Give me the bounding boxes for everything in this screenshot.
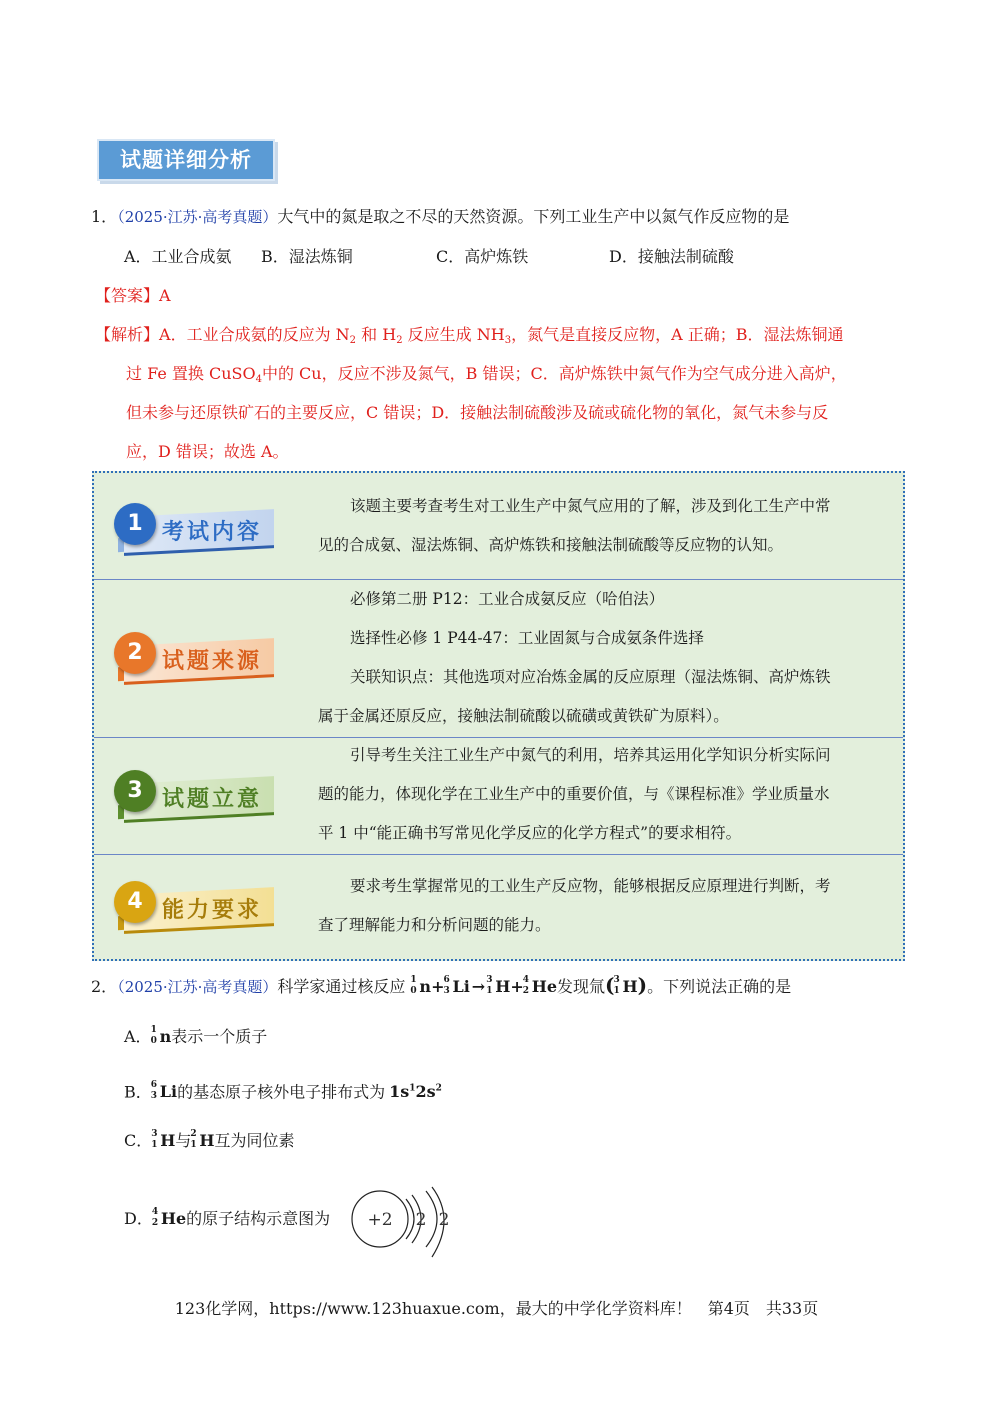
atomic-number: 1 [151, 1140, 158, 1150]
q1-stem-text: 大气中的氮是取之不尽的天然资源。下列工业生产中以氮气作反应物的是 [277, 207, 790, 226]
badge-number: 4 [114, 881, 156, 923]
panel-row-text [318, 867, 898, 945]
atomic-number: 2 [522, 986, 529, 996]
option-text: 的基态原子核外电子排布式为 [177, 1082, 386, 1102]
atomic-number: 1 [613, 986, 620, 996]
nuclear-equation [411, 977, 557, 996]
option-text: 表示一个质子 [171, 1027, 268, 1046]
plus-sign: + [431, 977, 445, 996]
reaction-arrow: → [471, 977, 486, 996]
mass-number: 4 [151, 1207, 159, 1217]
atomic-number: 3 [150, 1091, 158, 1102]
panel-line: 该题主要考查考生对工业生产中氮气应用的了解，涉及到化工生产中常 [350, 497, 831, 515]
panel-line: 选择性必修 1 P44-47：工业固氮与合成氨条件选择 [350, 629, 704, 647]
page-footer: 123化学网，https://www.123huaxue.com，最大的中学化学资料库！ 第4页 共33页 [174, 1299, 819, 1318]
panel-line: 属于金属还原反应，接触法制硫酸以硫磺或黄铁矿为原料）。 [318, 707, 729, 725]
analysis-text: 过 Fe 置换 CuSO [126, 364, 256, 383]
q1-option-d: D．接触法制硫酸 [609, 247, 734, 266]
nuclide-neutron [152, 1026, 172, 1048]
q1-source: （2025·江苏·高考真题） [117, 208, 278, 226]
option-label: A． [124, 1027, 152, 1046]
nuclide-lithium [152, 1081, 177, 1103]
shell-electrons-1: 2 [415, 1210, 427, 1230]
mass-number: 2 [190, 1129, 197, 1139]
element-symbol: He [531, 977, 558, 996]
section-heading-text: 试题详细分析 [120, 148, 252, 172]
mass-number: 1 [410, 975, 417, 985]
option-label: C． [124, 1131, 153, 1150]
badge-label: 考试内容 [162, 520, 263, 545]
answer-label: 【答案】 [95, 286, 160, 305]
orbital: 2s [415, 1082, 436, 1102]
mass-number: 1 [150, 1025, 157, 1035]
panel-line: 查了理解能力和分析问题的能力。 [318, 916, 551, 934]
badge-number: 3 [114, 770, 156, 812]
mass-number: 6 [443, 975, 450, 985]
nuclide-tritium [152, 1130, 175, 1152]
panel-row-text [318, 487, 898, 565]
mass-number: 6 [150, 1080, 158, 1091]
badge-label: 能力要求 [162, 898, 263, 923]
mass-number: 3 [151, 1129, 158, 1139]
panel-row-ability [94, 855, 903, 957]
q2-stem-text: 。下列说法正确的是 [647, 977, 792, 996]
panel-row-intent [94, 738, 903, 854]
atomic-number: 0 [410, 986, 417, 996]
element-symbol: H [199, 1131, 215, 1150]
panel-line: 引导考生关注工业生产中氮气的利用，培养其运用化学知识分析实际问 [350, 746, 831, 764]
q1-option-c: C．高炉炼铁 [436, 247, 529, 266]
element-symbol: n [159, 1027, 172, 1046]
q2-stem-text: 科学家通过核反应 [277, 977, 406, 996]
nuclide-tritium [487, 976, 510, 998]
analysis-panel [92, 471, 905, 961]
nuclide-lithium [444, 976, 469, 998]
analysis-text: ，氮气是直接反应物，A 正确；B．湿法炼铜通 [511, 325, 844, 344]
q1-analysis-line-1 [95, 324, 843, 352]
q1-analysis-line-3: 但未参与还原铁矿石的主要反应，C 错误；D．接触法制硫酸涉及硫或硫化物的氧化，氮气未参与反 [126, 403, 829, 422]
badge-label: 试题立意 [162, 787, 263, 812]
q1-option-b: B．湿法炼铜 [261, 247, 353, 266]
option-text: 与 [175, 1131, 192, 1150]
nuclide-neutron [411, 976, 431, 998]
panel-row-source [94, 580, 903, 737]
element-symbol: Li [452, 977, 470, 996]
q2-option-c [124, 1130, 295, 1152]
mass-number: 3 [486, 975, 493, 985]
analysis-label: 【解析】 [95, 325, 160, 344]
badge-exam-content [114, 499, 284, 559]
element-symbol: Li [159, 1082, 178, 1102]
panel-row-text [318, 580, 898, 736]
shell-arc-2 [426, 1191, 437, 1247]
badge-label: 试题来源 [162, 649, 263, 674]
subscript: 2 [349, 335, 357, 346]
helium-atom-diagram [348, 1185, 458, 1265]
atomic-number: 3 [443, 986, 450, 996]
orbital: 1s [389, 1082, 410, 1102]
atomic-number: 1 [190, 1140, 197, 1150]
q1-analysis-line-4: 应，D 错误；故选 A。 [126, 442, 289, 461]
atomic-number: 2 [151, 1218, 159, 1228]
nuclide-tritium [615, 976, 638, 998]
q2-stem [91, 974, 791, 998]
panel-row-text [318, 736, 898, 853]
analysis-text: 中的 Cu，反应不涉及氮气，B 错误；C．高炉炼铁中氮气作为空气成分进入高炉， [261, 364, 847, 383]
panel-line: 要求考生掌握常见的工业生产反应物，能够根据反应原理进行判断，考 [350, 877, 831, 895]
tritium-paren: ( 3 1 H) [605, 973, 648, 997]
analysis-text: 和 H [356, 325, 397, 344]
panel-line: 平 1 中“能正确书写常见化学反应的化学方程式”的要求相符。 [318, 824, 742, 842]
mass-number: 3 [613, 975, 620, 985]
subscript: 3 [504, 335, 512, 346]
panel-line: 题的能力，体现化学在工业生产中的重要价值，与《课程标准》学业质量水 [318, 785, 830, 803]
atomic-number: 0 [150, 1036, 157, 1046]
shell-electrons-2: 2 [438, 1210, 450, 1230]
plus-sign: + [510, 977, 524, 996]
panel-line: 必修第二册 P12：工业合成氨反应（哈伯法） [350, 590, 665, 608]
mass-number: 4 [522, 975, 529, 985]
option-label: B． [124, 1082, 152, 1102]
q1-stem [91, 206, 789, 228]
panel-line: 关联知识点：其他选项对应冶炼金属的反应原理（湿法炼铜、高炉炼铁 [350, 668, 831, 686]
nuclide-deuterium [191, 1130, 214, 1152]
q2-source: （2025·江苏·高考真题） [117, 978, 278, 996]
analysis-text: A．工业合成氨的反应为 N [159, 325, 350, 344]
element-symbol: He [160, 1209, 187, 1228]
q2-option-d [124, 1208, 330, 1230]
badge-number: 1 [114, 503, 156, 545]
q1-analysis-line-2 [126, 363, 847, 391]
element-symbol: n [419, 977, 432, 996]
atomic-number: 1 [486, 986, 493, 996]
badge-ability-requirement [114, 877, 284, 937]
q2-number: 2． [91, 977, 118, 996]
nuclide-helium [524, 976, 557, 998]
q1-number: 1． [91, 207, 118, 226]
electron-count: 1 [409, 1084, 416, 1094]
element-symbol: H [160, 1131, 176, 1150]
q1-option-a: A．工业合成氨 [124, 247, 232, 266]
q2-stem-text: 发现氚 [557, 977, 606, 996]
nucleus-charge: +2 [367, 1210, 393, 1230]
subscript: 4 [255, 374, 262, 385]
nuclide-helium [153, 1208, 186, 1230]
electron-configuration [389, 1082, 442, 1101]
element-symbol: H [622, 977, 638, 996]
q1-answer [95, 285, 171, 307]
badge-question-source [114, 628, 284, 688]
panel-row-content [94, 473, 903, 579]
badge-question-intent [114, 766, 284, 826]
option-text: 互为同位素 [214, 1131, 295, 1150]
answer-value: A [159, 286, 171, 305]
q2-option-b [124, 1078, 442, 1103]
badge-number: 2 [114, 632, 156, 674]
element-symbol: H [495, 977, 511, 996]
option-text: 的原子结构示意图为 [186, 1209, 331, 1228]
electron-count: 2 [435, 1084, 442, 1094]
option-label: D． [124, 1209, 153, 1228]
q2-option-a [124, 1026, 267, 1048]
section-heading [97, 139, 275, 181]
panel-line: 见的合成氨、湿法炼铜、高炉炼铁和接触法制硫酸等反应物的认知。 [318, 536, 784, 554]
subscript: 2 [396, 335, 403, 346]
shell-arc-1 [406, 1199, 414, 1239]
analysis-text: 反应生成 NH [402, 325, 505, 344]
